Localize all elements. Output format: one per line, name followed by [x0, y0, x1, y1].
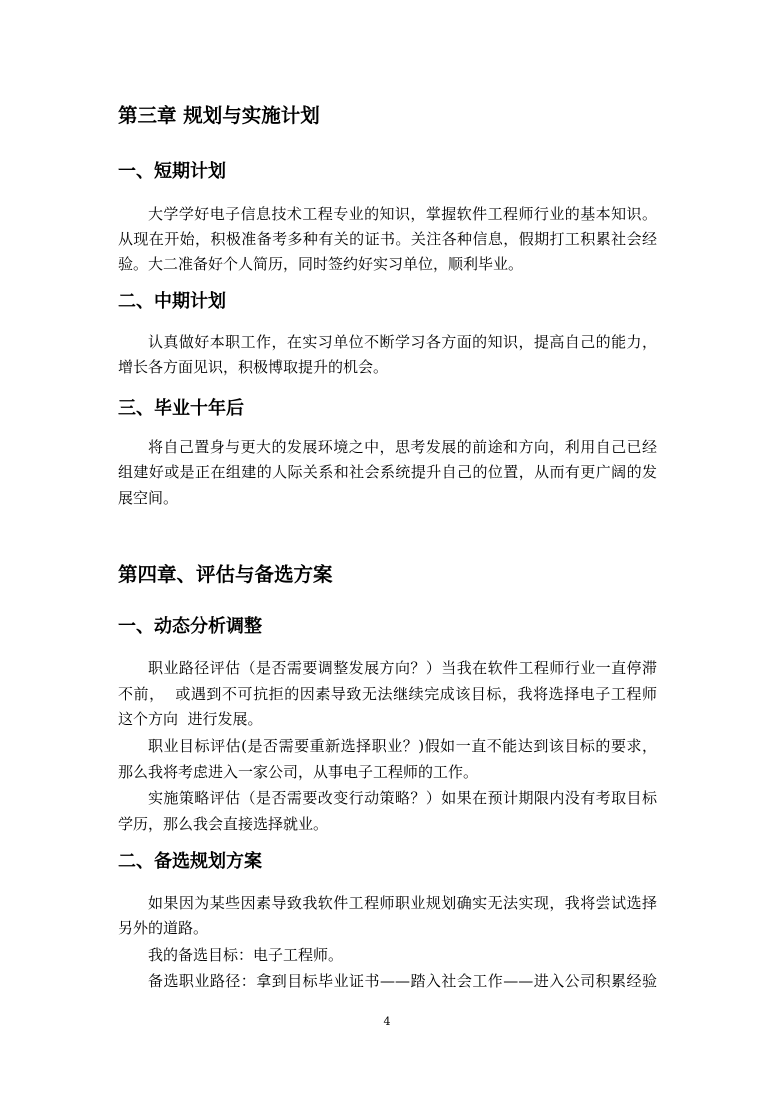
section-ten-years-heading: 三、毕业十年后 [118, 398, 244, 419]
chapter-3-title: 第三章 规划与实施计划 [118, 104, 320, 127]
paragraph-line: 我的备选目标：电子工程师。 [148, 946, 344, 964]
paragraph-line: 实施策略评估（是否需要改变行动策略？）如果在预计期限内没有考取目标 [148, 789, 657, 807]
paragraph-line: 职业路径评估（是否需要调整发展方向？）当我在软件工程师行业一直停滞 [148, 659, 657, 677]
paragraph-line: 不前， 或遇到不可抗拒的因素导致无法继续完成该目标，我将选择电子工程师 [118, 685, 657, 703]
paragraph-line: 组建好或是正在组建的人际关系和社会系统提升自己的位置，从而有更广阔的发 [118, 463, 657, 481]
paragraph-line: 增长各方面见识，积极博取提升的机会。 [118, 358, 389, 376]
paragraph-line: 认真做好本职工作，在实习单位不断学习各方面的知识，提高自己的能力， [148, 333, 657, 351]
paragraph-line: 那么我将考虑进入一家公司，从事电子工程师的工作。 [118, 763, 479, 781]
paragraph-line: 这个方向 进行发展。 [118, 710, 263, 728]
section-dynamic-analysis-heading: 一、动态分析调整 [118, 616, 262, 637]
paragraph-line: 展空间。 [118, 489, 179, 507]
paragraph-line: 学历，那么我会直接选择就业。 [118, 815, 329, 833]
chapter-4-title: 第四章、评估与备选方案 [118, 563, 333, 586]
paragraph-line: 职业目标评估(是否需要重新选择职业？)假如一直不能达到该目标的要求， [148, 737, 657, 755]
paragraph-line: 如果因为某些因素导致我软件工程师职业规划确实无法实现，我将尝试选择 [148, 894, 657, 912]
section-alternative-plan-heading: 二、备选规划方案 [118, 851, 262, 872]
paragraph-line: 将自己置身与更大的发展环境之中，思考发展的前途和方向，利用自己已经 [148, 438, 657, 456]
page-number: 4 [383, 1015, 391, 1028]
paragraph-line: 从现在开始，积极准备考多种有关的证书。关注各种信息，假期打工积累社会经 [118, 230, 657, 248]
paragraph-line: 备选职业路径：拿到目标毕业证书——踏入社会工作——进入公司积累经验 [148, 972, 657, 990]
paragraph-line: 另外的道路。 [118, 919, 209, 937]
section-short-term-heading: 一、短期计划 [118, 161, 226, 182]
paragraph-line: 验。大二准备好个人简历，同时签约好实习单位，顺利毕业。 [118, 255, 524, 273]
paragraph-line: 大学学好电子信息技术工程专业的知识，掌握软件工程师行业的基本知识。 [148, 205, 657, 223]
section-mid-term-heading: 二、中期计划 [118, 291, 226, 312]
